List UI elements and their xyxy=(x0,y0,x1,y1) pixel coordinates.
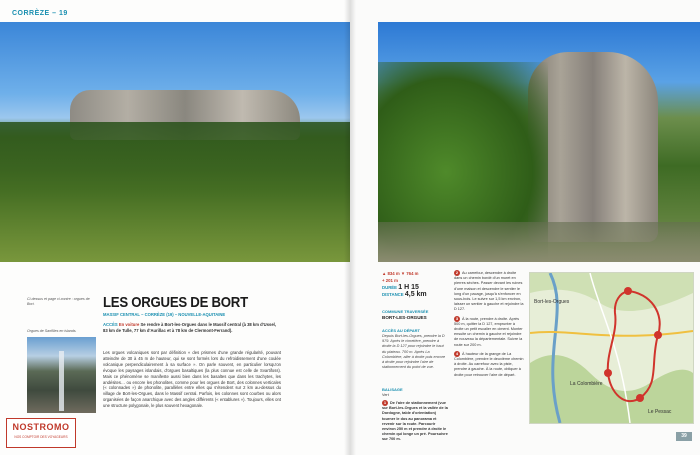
map-step-marker xyxy=(624,287,632,295)
marking-heading: BALISAGE xyxy=(382,387,403,392)
book-gutter xyxy=(344,0,356,455)
cliff-photo-left xyxy=(0,22,350,262)
access-text: Se rendre à Bort-les-Orgues dans le Massif central (à 38 km d'Ussel, 83 km de Tulle, 77 km d'Aurillac et à 78 km de Clermont-Ferrand). xyxy=(103,322,277,333)
hike-stats xyxy=(382,270,448,298)
cliff-photo-right xyxy=(378,22,700,262)
map-svg xyxy=(530,273,693,423)
steps-column xyxy=(454,270,524,378)
forest-foreground xyxy=(0,122,350,262)
access-mode: En voiture xyxy=(118,322,140,327)
access-label: ACCÈS xyxy=(103,322,118,327)
step-2: 2 Au carrefour, descendre à droite dans un chemin bordé d'un muret en pierres sèches. Passer devant les ruines d'une maison et descendre le sentier le long d'un pacage, jusqu'à s'enfoncer en sous-bois. Le suivre sur 1,5 km environ, laisser un sentier à gauche et rejoindre la D 127. xyxy=(454,270,524,312)
map-step-marker xyxy=(636,394,644,402)
page-number: 39 xyxy=(676,432,692,441)
waterfall xyxy=(59,351,64,411)
publisher-logo xyxy=(6,418,76,448)
commune-value: BORT-LES-ORGUES xyxy=(382,315,427,320)
article-title: LES ORGUES DE BORT xyxy=(103,294,248,311)
access-info xyxy=(103,322,281,334)
stat-elevation: + 201 m xyxy=(382,278,398,283)
step-4: 4 À hauteur de la grange de La Colombière, prendre le deuxième chemin à droite. Au carrefour avec la piste, prendre à gauche. À la route, obliquer à droite pour retrouver l'aire de départ. xyxy=(454,350,524,377)
stat-duration: DURÉE 1 H 15 xyxy=(382,284,419,291)
scree-slope xyxy=(378,222,700,262)
access-start-text: Depuis Bort-les-Orgues, prendre la D 979. Après le cimetière, prendre à droite la D 127 pour rejoindre le haut du plateau. 700 m. Après La Colombière, aller à droite puis encore à droite pour rejoindre l'aire de stationnement du point de vue. xyxy=(382,334,446,370)
stat-ascent: ▲ 834 m ▼ 764 m xyxy=(382,271,419,276)
route-map xyxy=(529,272,694,424)
marking-value: Vert xyxy=(382,393,389,397)
article-body: Les orgues volcaniques sont par définition « des prismes d'une grande régularité, pouvant atteindre de 30 à 45 m de hauteur, qui se sont formés lors du refroidissement d'une coulée volcanique perpendiculairement à sa surface ». On parle souvent, en particulier lorsqu'on évoque les paysages islandais, d'orgues basaltiques (la plus connue est celle de Svartifoss). Mais ce phénomène se manifeste aussi bien dans les basaltes que dans les trachytes, les andésites… ou encore les phonolites, comme pour les orgues de Bort, des colonnes verticales (« colonnades ») de phonolite, parallèles entre elles qui s'étendent sur 2 km au-dessus du village de Bort-les-Orgues, dans le Massif central. Parfois, les colonnes sont courbes ou alors organisées de façon anarchique avec des angles différents (« entablures »). Toujours, elles ont une structure polygonale, le plus souvent hexagonale. xyxy=(103,350,281,409)
map-step-marker xyxy=(604,369,612,377)
article-subtitle: MASSIF CENTRAL – CORRÈZE (19) – NOUVELLE-AQUITAINE xyxy=(103,312,226,317)
map-label: Bort-les-Orgues xyxy=(534,299,570,305)
map-label: La Colombière xyxy=(570,381,603,387)
stat-distance: DISTANCE 4,5 km xyxy=(382,291,427,298)
step-3: 3 À la route, prendre à droite. Après 500 m, quitter la D 127, emprunter à droite un petit escalier en ciment. Monter ensuite un chemin à gauche et rejoindre de nouveau la départementale. Suivre la route sur 200 m. xyxy=(454,315,523,347)
commune-heading: COMMUNE TRAVERSÉE xyxy=(382,309,429,314)
small-photo-caption: Orgues de Sanfilles en islands. xyxy=(27,329,77,333)
map-step-marker xyxy=(654,331,662,339)
map-label: Le Pessac xyxy=(648,409,672,415)
access-start-heading: ACCÈS AU DÉPART xyxy=(382,328,421,333)
logo-name: NOSTROMO xyxy=(12,422,70,432)
waterfall-photo xyxy=(27,337,96,413)
running-head: CORRÈZE – 19 xyxy=(12,10,68,17)
logo-tagline: NOS COMPTOIR DES VOYAGEURS xyxy=(14,435,68,439)
photo-caption: Ci-dessus et page ci-contre : orgues de Bort. xyxy=(27,297,90,306)
step-1: 1 De l'aire de stationnement (vue sur Bort-les-Orgues et la vallée de la Dordogne, table d'orientation) tourner le dos au panorama et revenir sur la route. Parcourir environ 250 m et prendre à droite le chemin qui longe un pré. Poursuivre sur 700 m. xyxy=(382,400,448,442)
